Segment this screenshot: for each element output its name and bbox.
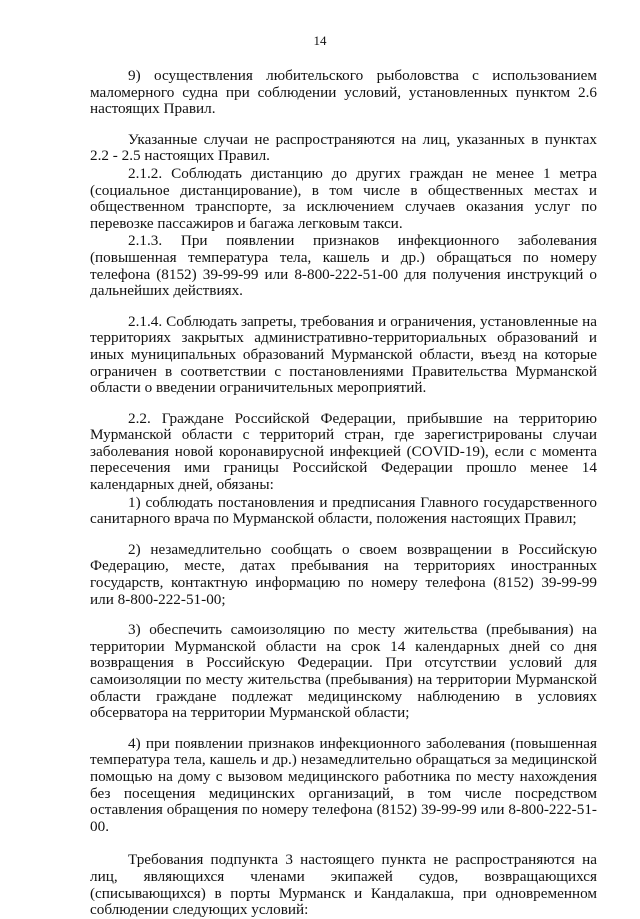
paragraph-2-1-4: 2.1.4. Соблюдать запреты, требования и ограничения, установленные на территориях закрытых административно-территориальных образований и иных муниципальных образований Мурманской области, въезд на которые ограничен в соответствии с постановлениями Правительства Мурманской области о введении ограничительных мероприятий. bbox=[90, 312, 597, 397]
paragraph-crew-exemption: Требования подпункта 3 настоящего пункта не распространяются на лиц, являющихся членами экипажей судов, возвращающихся (списывающихся) в порты Мурманск и Кандалакша, при одновременном соблюдении следующих условий: bbox=[90, 851, 597, 919]
list-item-4: 4) при появлении признаков инфекционного заболевания (повышенная температура тела, кашель и др.) незамедлительно обращаться за медицинской помощью на дому с вызовом медицинского работника по месту нахождения без посещения медицинских организаций, в том числе посредством оставления обращения по номеру телефона (8152) 39-99-99 или 8-800-222-51- 00. bbox=[90, 734, 597, 835]
list-item-2: 2) незамедлительно сообщать о своем возвращении в Российскую Федерацию, месте, датах пребывания на территориях иностранных государств, контактную информацию по номеру телефона (8152) 39-99-99 или 8-800-222-51-00; bbox=[90, 540, 597, 608]
document-body bbox=[90, 68, 597, 919]
paragraph-exceptions-note: Указанные случаи не распространяются на лиц, указанных в пунктах 2.2 - 2.5 настоящих Правил. bbox=[90, 130, 597, 165]
paragraph-2-1-3: 2.1.3. При появлении признаков инфекционного заболевания (повышенная температура тела, кашель и др.) обращаться по номеру телефона (8152) 39-99-99 или 8-800-222-51-00 для получения инструкций о дальнейших действиях. bbox=[90, 232, 597, 300]
paragraph-2-2: 2.2. Граждане Российской Федерации, прибывшие на территорию Мурманской области с территорий стран, где зарегистрированы случаи заболевания новой коронавирусной инфекцией (COVID-19), если с момента пересечения ими границы Российской Федерации прошло менее 14 календарных дней, обязаны: bbox=[90, 409, 597, 494]
paragraph-2-1-2: 2.1.2. Соблюдать дистанцию до других граждан не менее 1 метра (социальное дистанцирование), в том числе в общественных местах и общественном транспорте, за исключением случаев оказания услуг по перевозке пассажиров и багажа легковым такси. bbox=[90, 164, 597, 232]
page-number: 14 bbox=[313, 33, 327, 48]
list-item-3: 3) обеспечить самоизоляцию по месту жительства (пребывания) на территории Мурманской области на срок 14 календарных дней со дня возвращения в Российскую Федерации. При отсутствии условий для самоизоляции по месту жительства (пребывания) на территории Мурманской области граждане подлежат медицинскому наблюдению в условиях обсерватора на территории Мурманской области; bbox=[90, 621, 597, 722]
list-item-1: 1) соблюдать постановления и предписания Главного государственного санитарного врача по Мурманской области, положения настоящих Правил; bbox=[90, 493, 597, 528]
paragraph-item-9: 9) осуществления любительского рыболовства с использованием маломерного судна при соблюдении условий, установленных пунктом 2.6 настоящих Правил. bbox=[90, 67, 597, 118]
